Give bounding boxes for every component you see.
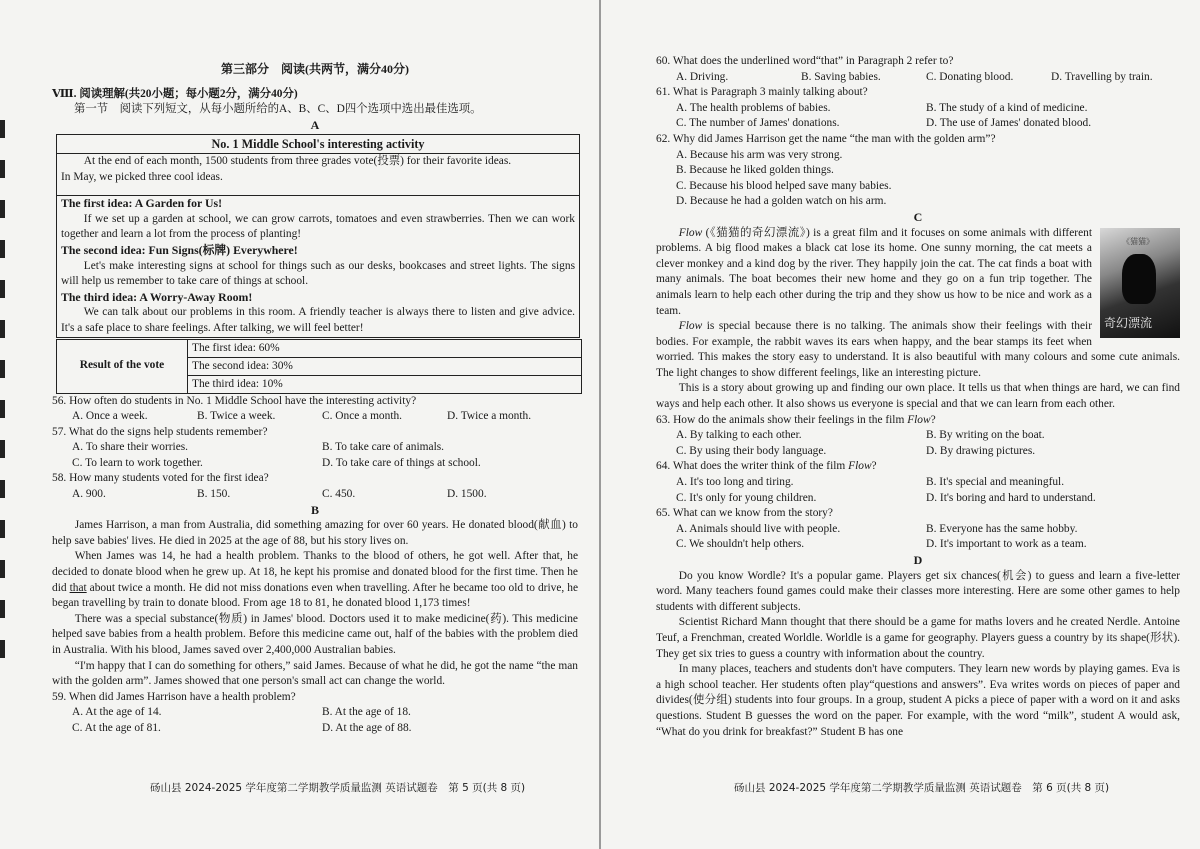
underlined-that: that — [69, 581, 87, 594]
vote-rows — [188, 340, 581, 393]
q61-option-b[interactable]: B. The study of a kind of medicine. — [926, 101, 1088, 114]
passage-d-p2: Scientist Richard Mann thought that there should be a game for maths lovers and he created Nerdle. Antoine Teuf, a Frenchman, created Worldle. Worldle is a game for geography. Players guess a country by its shape(形状). They get six tries to guess a country with information about the country. — [656, 616, 1180, 660]
film-title: Flow — [678, 320, 703, 333]
q59-stem: 59. When did James Harrison have a health problem? — [52, 690, 296, 703]
q64-option-a[interactable]: A. It's too long and tiring. — [676, 476, 794, 489]
q56-options — [52, 409, 578, 425]
q63-option-a[interactable]: A. By talking to each other. — [676, 429, 802, 442]
idea3-title: The third idea: A Worry-Away Room! — [61, 289, 253, 304]
q62-option-d[interactable]: D. Because he had a golden watch on his arm. — [676, 195, 887, 208]
passage-a-intro — [57, 154, 579, 196]
q56-option-d[interactable]: D. Twice a month. — [447, 410, 532, 423]
q56-option-c[interactable]: C. Once a month. — [322, 410, 403, 423]
q59-option-a[interactable]: A. At the age of 14. — [72, 706, 162, 719]
cat-silhouette — [1122, 254, 1156, 304]
q61-option-c[interactable]: C. The number of James' donations. — [676, 117, 840, 130]
intro-line-2: In May, we picked three cool ideas. — [61, 170, 223, 183]
passage-c-letter: C — [913, 209, 923, 224]
q57-options-row1 — [52, 440, 578, 456]
q64-stem-text: 64. What does the writer think of the film — [656, 460, 849, 473]
right-footer: 砀山县 2024-2025 学年度第二学期教学质量监测 英语试题卷 第 6 页(共 8 页) — [734, 782, 1110, 795]
q65-options-row2 — [656, 537, 1180, 553]
q58-option-b[interactable]: B. 150. — [197, 488, 231, 501]
passage-d-p3: In many places, teachers and students don't have computers. They learn new words by playing games. Eva is a high school teacher. Her students often play“questions and answers”. Eva writes words on pieces of paper and divides(使分组) students into four groups. In a group, student A picks a piece of paper with a word on it and asks questions. Student B guesses the word on the paper. For example, with the word “milk”, student A would ask, “What do you drink for breakfast?” Student B has one — [656, 663, 1180, 738]
passage-d-p1: Do you know Wordle? It's a popular game. Players get six chances(机会) to guess and learn a five-letter word. Many teachers found games could make their classes more interesting. Here are some other games to help students with different subjects. — [656, 569, 1180, 613]
vote-label: Result of the vote — [57, 340, 188, 393]
q64-option-c[interactable]: C. It's only for young children. — [676, 491, 817, 504]
q60-options — [656, 70, 1180, 86]
q62-option-a[interactable]: A. Because his arm was very strong. — [676, 148, 843, 161]
vote-row: The second idea: 30% — [188, 358, 581, 376]
q60-option-b[interactable]: B. Saving babies. — [801, 70, 881, 83]
section-instruction: 第一节 阅读下列短文，从每小题所给的A、B、C、D四个选项中选出最佳选项。 — [74, 103, 482, 116]
q61-option-a[interactable]: A. The health problems of babies. — [676, 101, 831, 114]
q64-options-row1 — [656, 475, 1180, 491]
film-title: Flow — [678, 226, 703, 239]
film-poster-image — [1100, 228, 1180, 338]
q63-options-row1 — [656, 428, 1180, 444]
q56-option-b[interactable]: B. Twice a week. — [197, 410, 276, 423]
part-title: 第三部分 阅读(共两节，满分40分) — [221, 62, 409, 76]
q63-option-c[interactable]: C. By using their body language. — [676, 444, 827, 457]
q59-option-c[interactable]: C. At the age of 81. — [72, 721, 161, 734]
p2-text: is special because there is no talking. The animals show their feelings with their bodies. For example, the rabbit waves its ears when happy, and the bear stamps its feet when worried. This makes the story easy to understand. It is also beautiful with many colours and some cute animals. The light changes to show different feelings, like an interesting picture. — [656, 320, 1180, 379]
q64-options-row2 — [656, 491, 1180, 507]
q62-stem: 62. Why did James Harrison get the name “the man with the golden arm”? — [656, 132, 996, 145]
q57-option-c[interactable]: C. To learn to work together. — [72, 456, 203, 469]
intro-line-1: At the end of each month, 1500 students from three grades vote(投票) for their favorite ideas. — [83, 154, 512, 167]
q57-options-row2 — [52, 456, 578, 472]
q63-option-b[interactable]: B. By writing on the boat. — [926, 429, 1045, 442]
vote-row: The first idea: 60% — [188, 340, 581, 358]
q60-option-c[interactable]: C. Donating blood. — [926, 70, 1014, 83]
passage-b-p4: “I'm happy that I can do something for others,” said James. Because of what he did, he got the name “the man with the golden arm”. James showed that one person's small act can change the world. — [52, 659, 578, 688]
q57-option-b[interactable]: B. To take care of animals. — [322, 441, 445, 454]
q63-stem — [656, 413, 1180, 429]
q58-options — [52, 487, 578, 503]
q64-stem — [656, 459, 1180, 475]
q65-stem: 65. What can we know from the story? — [656, 507, 833, 520]
q63-options-row2 — [656, 444, 1180, 460]
idea3-text: We can talk about our problems in this room. A friendly teacher is always there to listen and give advice. It's a safe place to share feelings. After talking, we will feel better! — [61, 306, 575, 334]
q56-option-a[interactable]: A. Once a week. — [72, 410, 148, 423]
passage-a-box — [56, 134, 580, 337]
q64-option-b[interactable]: B. It's special and meaningful. — [926, 476, 1065, 489]
q60-option-d[interactable]: D. Travelling by train. — [1051, 70, 1153, 83]
vote-row: The third idea: 10% — [192, 377, 283, 390]
q65-option-c[interactable]: C. We shouldn't help others. — [676, 538, 805, 551]
film-title: Flow — [907, 413, 931, 426]
idea2-text: Let's make interesting signs at school for things such as our desks, bookcases and street lights. The signs will help us remember to take care of things at school. — [61, 259, 575, 288]
right-page — [600, 0, 1200, 849]
q63-option-d[interactable]: D. By drawing pictures. — [926, 444, 1036, 457]
idea1-text: If we set up a garden at school, we can grow carrots, tomatoes and even strawberries. Then we can work together and learn a lot from the process of planting! — [61, 212, 575, 241]
q65-option-a[interactable]: A. Animals should live with people. — [676, 522, 841, 535]
passage-a-letter: A — [310, 117, 320, 132]
vote-result-table — [56, 339, 582, 394]
poster-title-text: 奇幻漂流 — [1104, 315, 1153, 330]
q57-stem: 57. What do the signs help students remember? — [52, 425, 268, 438]
q60-option-a[interactable]: A. Driving. — [676, 70, 729, 83]
q57-option-a[interactable]: A. To share their worries. — [72, 441, 189, 454]
poster-top-text: 《猫猫》 — [1122, 236, 1154, 246]
q56-stem: 56. How often do students in No. 1 Middle School have the interesting activity? — [52, 394, 417, 407]
passage-d-letter: D — [913, 553, 923, 567]
q63-stem-text: 63. How do the animals show their feelings in the film — [656, 413, 908, 426]
q61-option-d[interactable]: D. The use of James' donated blood. — [926, 117, 1092, 130]
section-title: Ⅷ. 阅读理解(共20小题；每小题2分，满分40分) — [52, 87, 298, 100]
q61-options-row1 — [656, 101, 1180, 117]
q65-options-row1 — [656, 522, 1180, 538]
q60-stem: 60. What does the underlined word“that” in Paragraph 2 refer to? — [656, 55, 954, 67]
passage-c-p3: This is a story about growing up and finding our own place. It tells us that when things are hard, we can find ways and help each other. It also shows us everyone is special and that we can learn from each other. — [656, 382, 1180, 411]
q58-option-c[interactable]: C. 450. — [322, 488, 356, 501]
passage-a-ideas — [57, 196, 579, 336]
film-title: Flow — [848, 460, 872, 473]
q64-stem-end: ? — [871, 460, 877, 473]
q62-option-c[interactable]: C. Because his blood helped save many babies. — [676, 179, 892, 192]
q61-options-row2 — [656, 116, 1180, 132]
idea1-title: The first idea: A Garden for Us! — [61, 196, 222, 211]
q65-option-d[interactable]: D. It's important to work as a team. — [926, 538, 1087, 551]
q57-option-d[interactable]: D. To take care of things at school. — [322, 456, 481, 469]
passage-b-letter: B — [310, 502, 319, 517]
q63-stem-end: ? — [930, 413, 936, 426]
passage-b-p1: James Harrison, a man from Australia, did something amazing for over 60 years. He donated blood(献血) to help save babies' lives. He died in 2025 at the age of 88, but his story lives on. — [52, 519, 578, 547]
passage-b-p3: There was a special substance(物质) in James' blood. Doctors used it to make medicine(药). This medicine helped save babies from a health problem. Before this medicine came out, half of the babies with the problem died in Australia. With his blood, James saved over 2,400,000 Australian babies. — [52, 612, 578, 656]
left-footer: 砀山县 2024-2025 学年度第二学期教学质量监测 英语试题卷 第 5 页(共 8 页) — [150, 782, 526, 795]
p2-part-b: about twice a month. He did not miss donations even when travelling. After he became too old to drive, he began travelling by train to donate blood. From age 18 to 81, he donated blood 1,173 times! — [52, 581, 578, 610]
idea2-title: The second idea: Fun Signs(标牌) Everywhere! — [61, 242, 298, 257]
q59-option-b[interactable]: B. At the age of 18. — [322, 706, 411, 719]
q58-option-a[interactable]: A. 900. — [72, 488, 106, 501]
p1-text: (《猫猫的奇幻漂流》) is a great film and it focuses on some animals with different problems. A big flood makes a black cat lose its home. One sunny morning, the cat meets a clever monkey and a kind dog by the river. They happily join the cat. The cat finds a boat with many animals. The boat becomes their new home and they go on a fun trip together. The animals learn to help each other during the trip and they show us how to be nice and work as a team. — [656, 226, 1092, 317]
q58-stem: 58. How many students voted for the first idea? — [52, 472, 269, 485]
q58-option-d[interactable]: D. 1500. — [447, 488, 487, 501]
passage-a-title: No. 1 Middle School's interesting activity — [57, 135, 579, 154]
q62-option-b[interactable]: B. Because he liked golden things. — [676, 164, 834, 177]
q64-option-d[interactable]: D. It's boring and hard to understand. — [926, 491, 1096, 504]
q59-options-row1 — [52, 705, 578, 721]
q61-stem: 61. What is Paragraph 3 mainly talking about? — [656, 86, 868, 99]
q65-option-b[interactable]: B. Everyone has the same hobby. — [926, 522, 1078, 535]
q59-options-row2 — [52, 721, 578, 737]
p2-part-a: When James was 14, he had a health problem. Thanks to the blood of others, he got well. After that, he decided to donate blood when he grew up. At 18, he kept his promise and donated blood for the first time. Then he did — [52, 550, 578, 594]
passage-b-p2 — [52, 549, 578, 611]
q59-option-d[interactable]: D. At the age of 88. — [322, 721, 412, 734]
